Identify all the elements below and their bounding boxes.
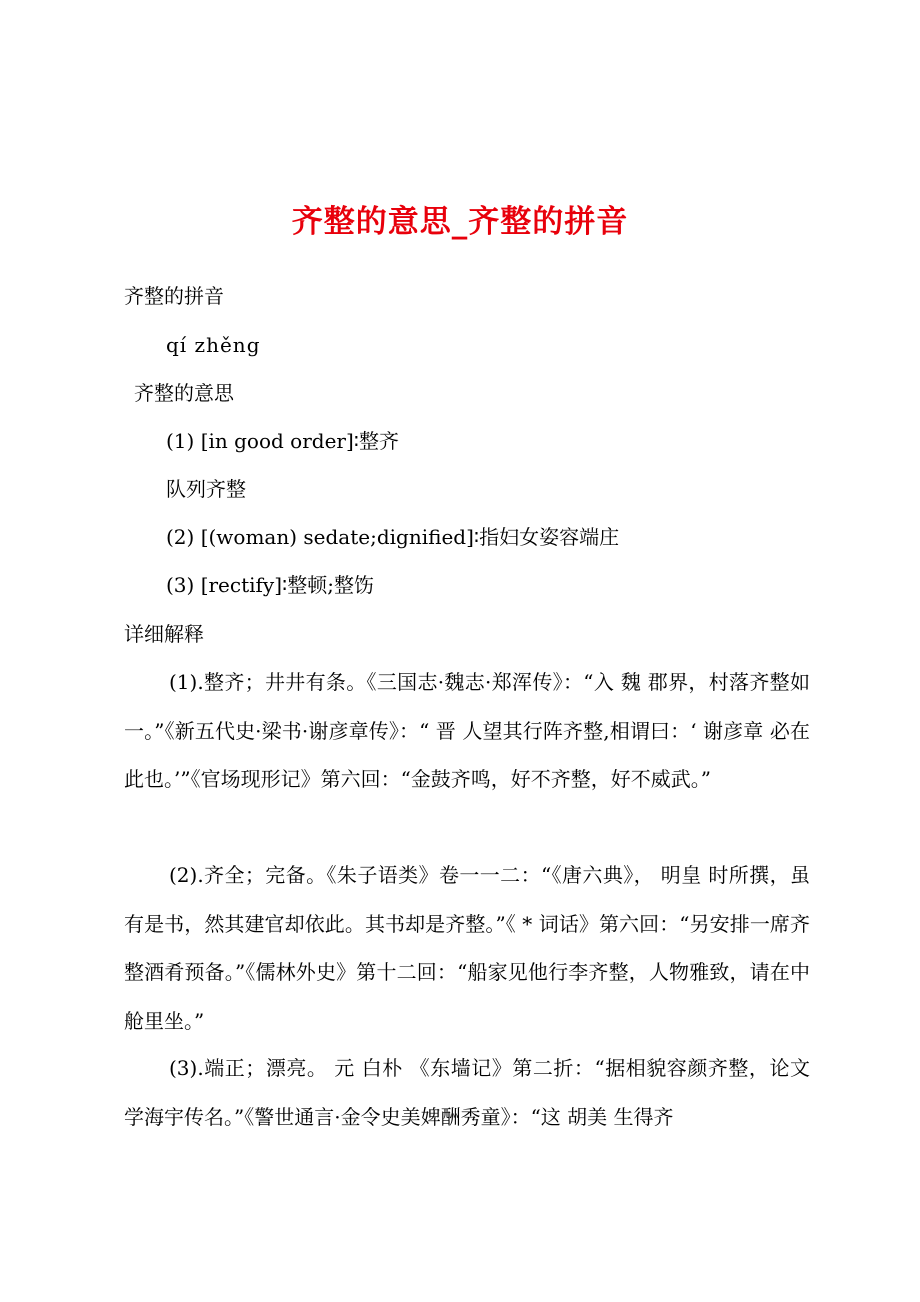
meaning-item: (1) [in good order]∶整齐 <box>166 429 399 453</box>
pinyin-heading: 齐整的拼音 <box>124 284 224 308</box>
pinyin-text: qí zhěng <box>166 333 261 357</box>
meaning-example: 队列齐整 <box>166 477 246 501</box>
detail-paragraph: (1).整齐；井井有条。《三国志·魏志·郑浑传》：“入 魏 郡界，村落齐整如一。”《新五代史·梁书·谢彦章传》：“ 晋 人望其行阵齐整,相谓曰：‘ 谢彦章 必在此也。’”《官场现形记》第六回：“金鼓齐鸣，好不齐整，好不威武。” <box>124 670 810 791</box>
meaning-item: (3) [rectify]∶整顿;整饬 <box>166 573 374 597</box>
meaning-heading: 齐整的意思 <box>134 381 234 405</box>
detail-paragraph: (2).齐全；完备。《朱子语类》卷一一二：“《唐六典》， 明皇 时所撰，虽有是书，然其建官却依此。其书却是齐整。”《 * 词话》第六回：“另安排一席齐整酒肴预备。”《儒林外史》第十二回：“船家见他行李齐整，人物雅致，请在中舱里坐。” <box>124 863 810 1033</box>
detail-paragraph: (3).端正；漂亮。 元 白朴 《东墙记》第二折：“据相貌容颜齐整，论文学海宇传名。”《警世通言·金令史美婢酬秀童》：“这 胡美 生得齐 <box>124 1056 810 1129</box>
meaning-item: (2) [(woman) sedate;dignified]∶指妇女姿容端庄 <box>166 525 620 549</box>
detail-heading: 详细解释 <box>124 622 204 646</box>
page-title: 齐整的意思_齐整的拼音 <box>291 204 629 240</box>
